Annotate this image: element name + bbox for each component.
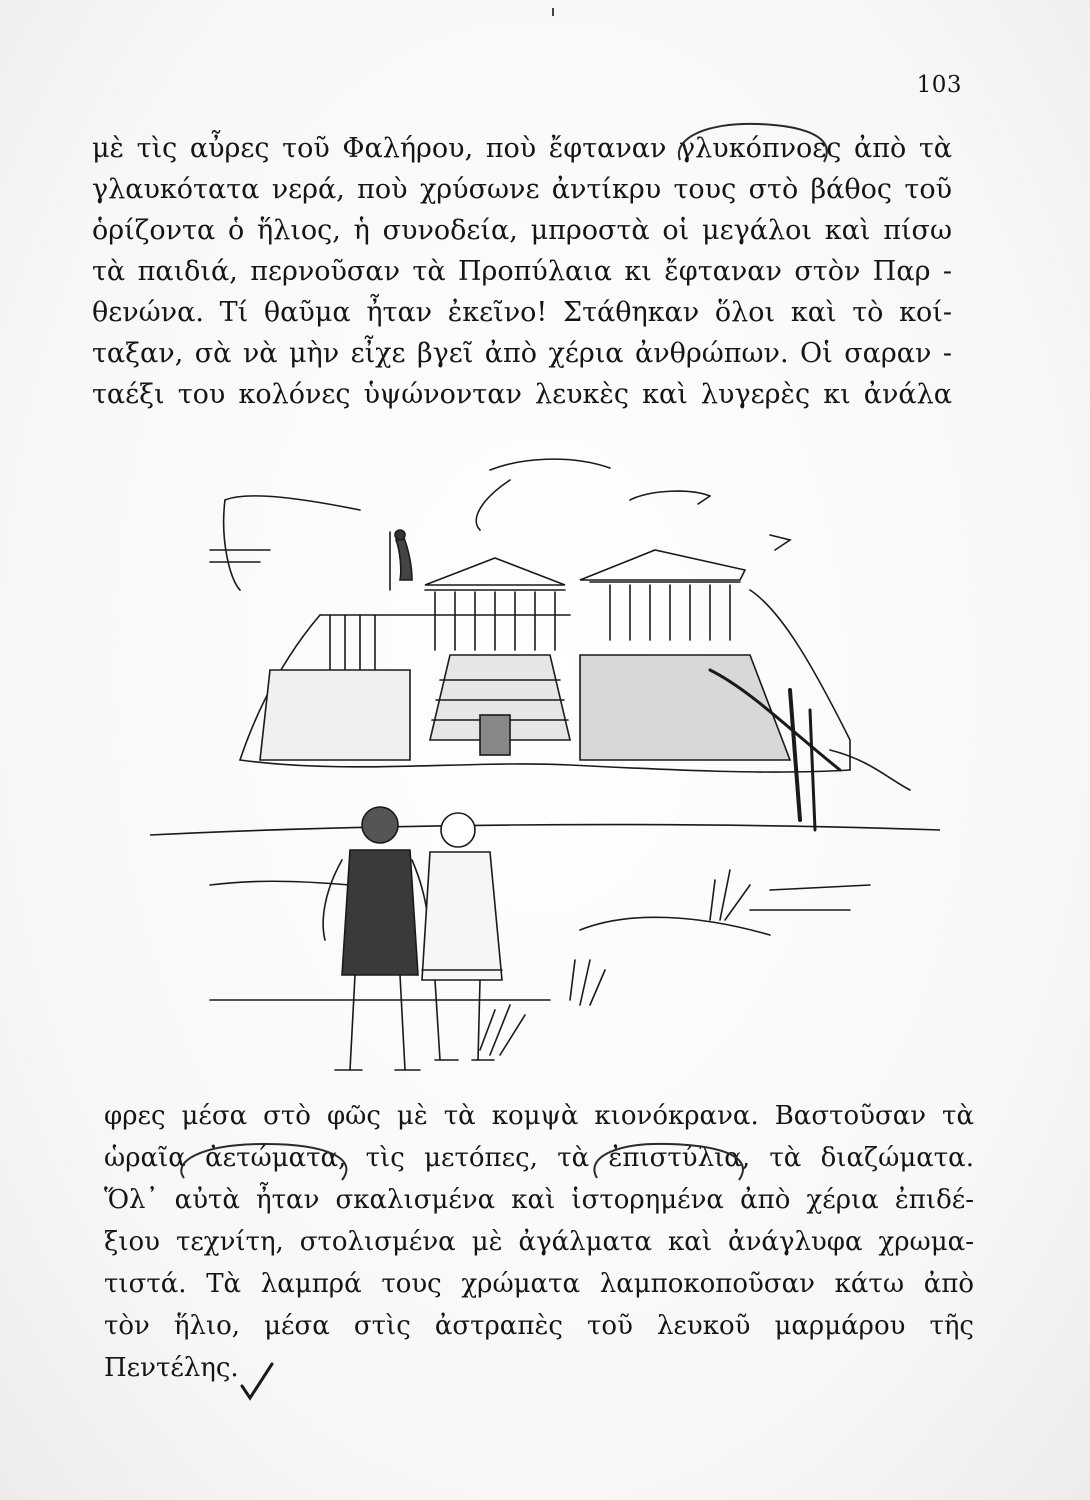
text-line: ταξαν, σὰ νὰ μὴν εἶχε βγεῖ ἀπὸ χέρια ἀνθρώπων. Οἱ σαραν - (92, 338, 952, 369)
pencil-stroke-mark (548, 6, 558, 18)
text-line: θενώνα. Τί θαῦμα ἦταν ἐκεῖνο! Στάθηκαν ὅλοι καὶ τὸ κοί- (92, 297, 952, 328)
text-line: τὰ παιδιά, περνοῦσαν τὰ Προπύλαια κι ἔφταναν στὸν Παρ - (92, 256, 952, 287)
text-line: τιστά. Τὰ λαμπρά τους χρώματα λαμποκοποῦσαν κάτω ἀπὸ (104, 1269, 974, 1299)
text-line: τὸν ἥλιο, μέσα στὶς ἀστραπὲς τοῦ λευκοῦ μαρμάρου τῆς (104, 1311, 974, 1341)
pencil-circle-mark (170, 1138, 360, 1188)
text-line: ὁρίζοντα ὁ ἥλιος, ἡ συνοδεία, μπροστὰ οἱ μεγάλοι καὶ πίσω (92, 215, 952, 246)
page-number: 103 (916, 72, 962, 98)
pencil-circle-mark (668, 118, 838, 178)
text-line: φρες μέσα στὸ φῶς μὲ τὰ κομψὰ κιονόκρανα. Βαστοῦσαν τὰ (104, 1101, 974, 1131)
check-mark-icon (238, 1358, 278, 1404)
text-line: ὡραῖα ἀετώματα, τὶς μετόπες, τὰ ἐπιστύλια, τὰ διαζώματα. (104, 1143, 974, 1173)
text-line: γλαυκότατα νερά, ποὺ χρύσωνε ἀντίκρυ τους στὸ βάθος τοῦ (92, 174, 952, 205)
text-line: Πεντέλης. (104, 1353, 239, 1383)
text-line: ξιου τεχνίτη, στολισμένα μὲ ἀγάλματα καὶ ἀνάγλυφα χρωμα- (104, 1227, 974, 1257)
text-line: ταέξι του κολόνες ὑψώνονταν λευκὲς καὶ λυγερὲς κι ἀνάλα (92, 379, 952, 410)
pencil-circle-mark (585, 1138, 755, 1188)
text-line: μὲ τὶς αὖρες τοῦ Φαλήρου, ποὺ ἔφταναν γλυκόπνοες ἀπὸ τὰ (92, 133, 952, 164)
acropolis-illustration (150, 440, 940, 1090)
text-line: Ὅλ᾿ αὐτὰ ἦταν σκαλισμένα καὶ ἱστορημένα ἀπὸ χέρια ἐπιδέ- (104, 1185, 974, 1215)
